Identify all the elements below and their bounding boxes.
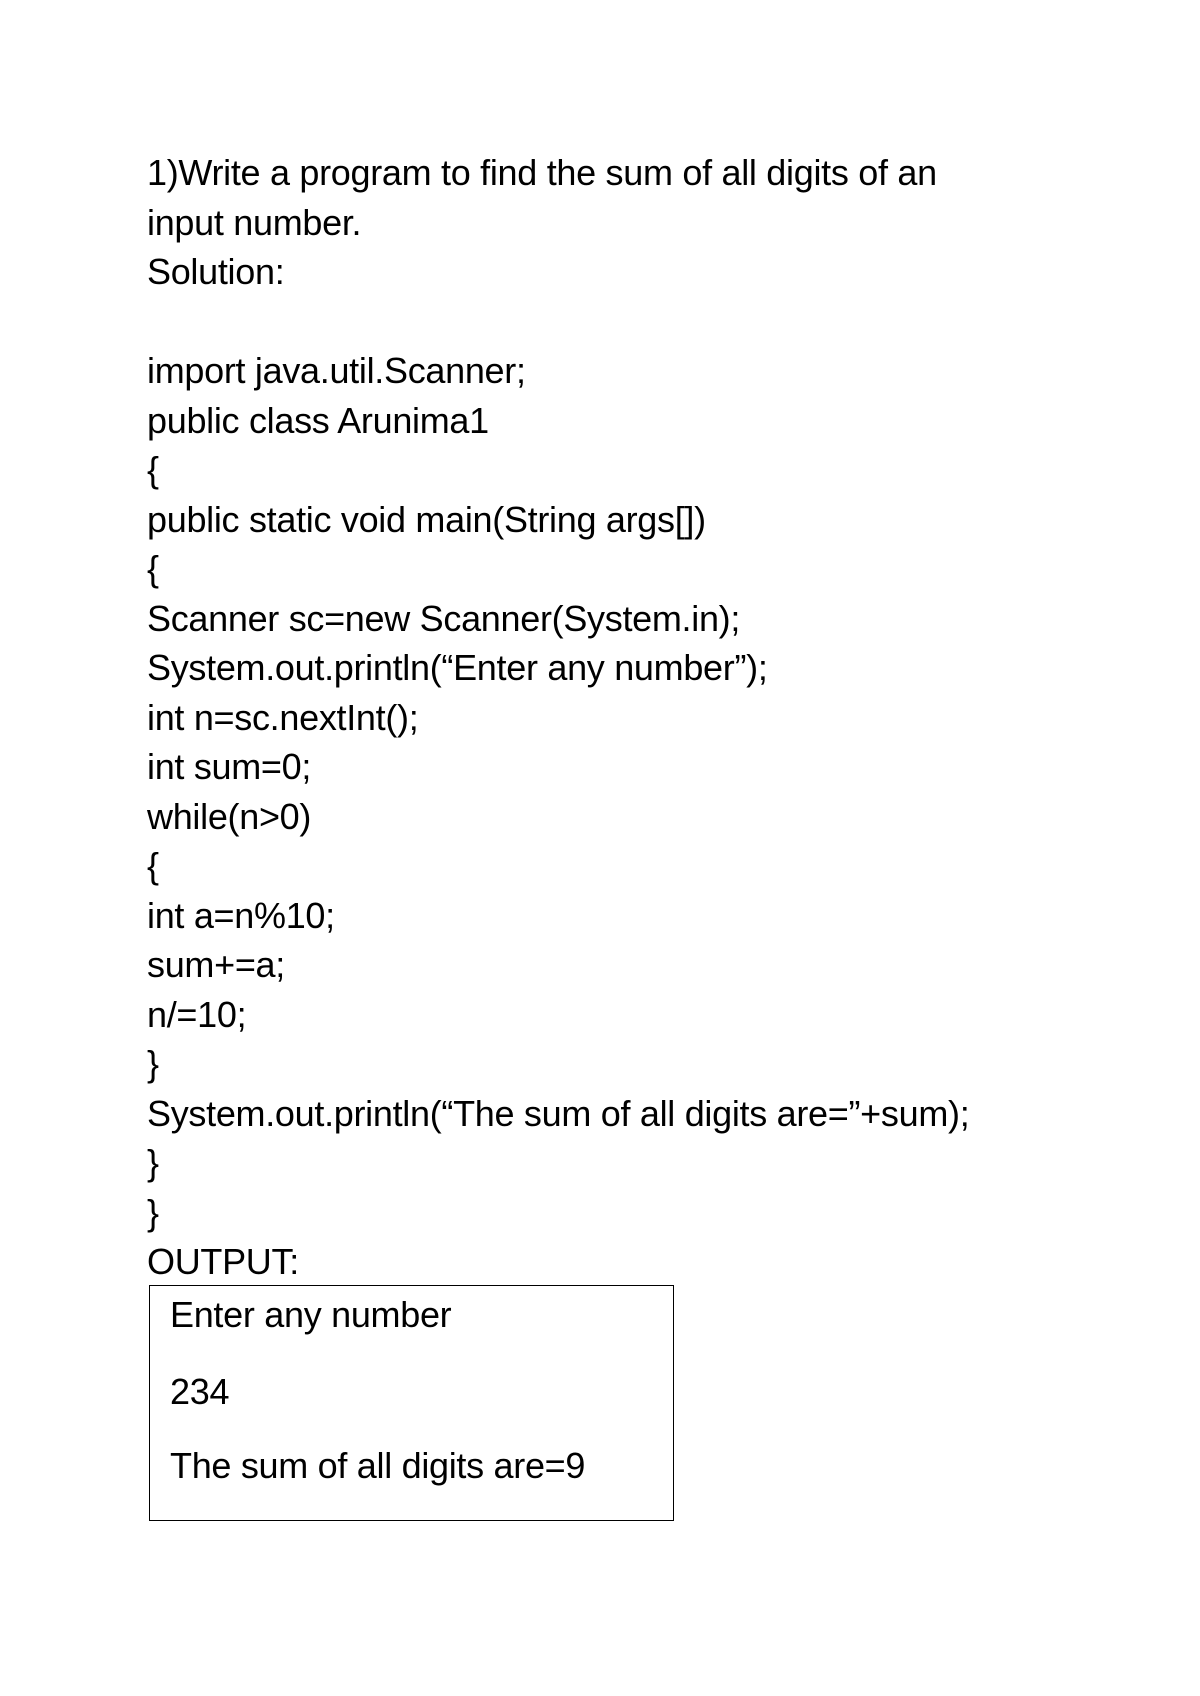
code-line-15: }: [147, 1043, 159, 1084]
code-line-10: while(n>0): [147, 795, 312, 837]
code-line-1: import java.util.Scanner;: [147, 350, 526, 391]
blank-line: [147, 297, 1107, 347]
output-line-input: 234: [170, 1371, 230, 1412]
code-line-4: public static void main(String args[]): [147, 498, 706, 540]
output-label: OUTPUT:: [147, 1241, 299, 1282]
code-line-16: System.out.println(“The sum of all digits are=”+sum);: [147, 1092, 970, 1134]
output-line-result: The sum of all digits are=9: [170, 1445, 586, 1486]
output-line-prompt: Enter any number: [170, 1294, 452, 1335]
code-line-3: {: [147, 449, 159, 490]
code-line-18: }: [147, 1191, 159, 1233]
code-line-6: Scanner sc=new Scanner(System.in);: [147, 597, 741, 639]
code-line-11: {: [147, 845, 159, 886]
document-text: [147, 148, 1107, 1287]
code-line-12: int a=n%10;: [147, 894, 335, 936]
code-line-13: sum+=a;: [147, 944, 285, 985]
output-box: [149, 1285, 674, 1521]
code-line-8: int n=sc.nextInt();: [147, 696, 419, 738]
code-line-7: System.out.println(“Enter any number”);: [147, 647, 768, 688]
code-line-17: }: [147, 1142, 159, 1183]
question-line-1: 1)Write a program to find the sum of all digits of an: [147, 152, 937, 193]
code-line-9: int sum=0;: [147, 746, 312, 787]
question-line-2: input number.: [147, 201, 362, 243]
code-line-14: n/=10;: [147, 993, 247, 1035]
solution-label: Solution:: [147, 251, 285, 292]
code-line-2: public class Arunima1: [147, 399, 489, 441]
code-line-5: {: [147, 548, 159, 589]
